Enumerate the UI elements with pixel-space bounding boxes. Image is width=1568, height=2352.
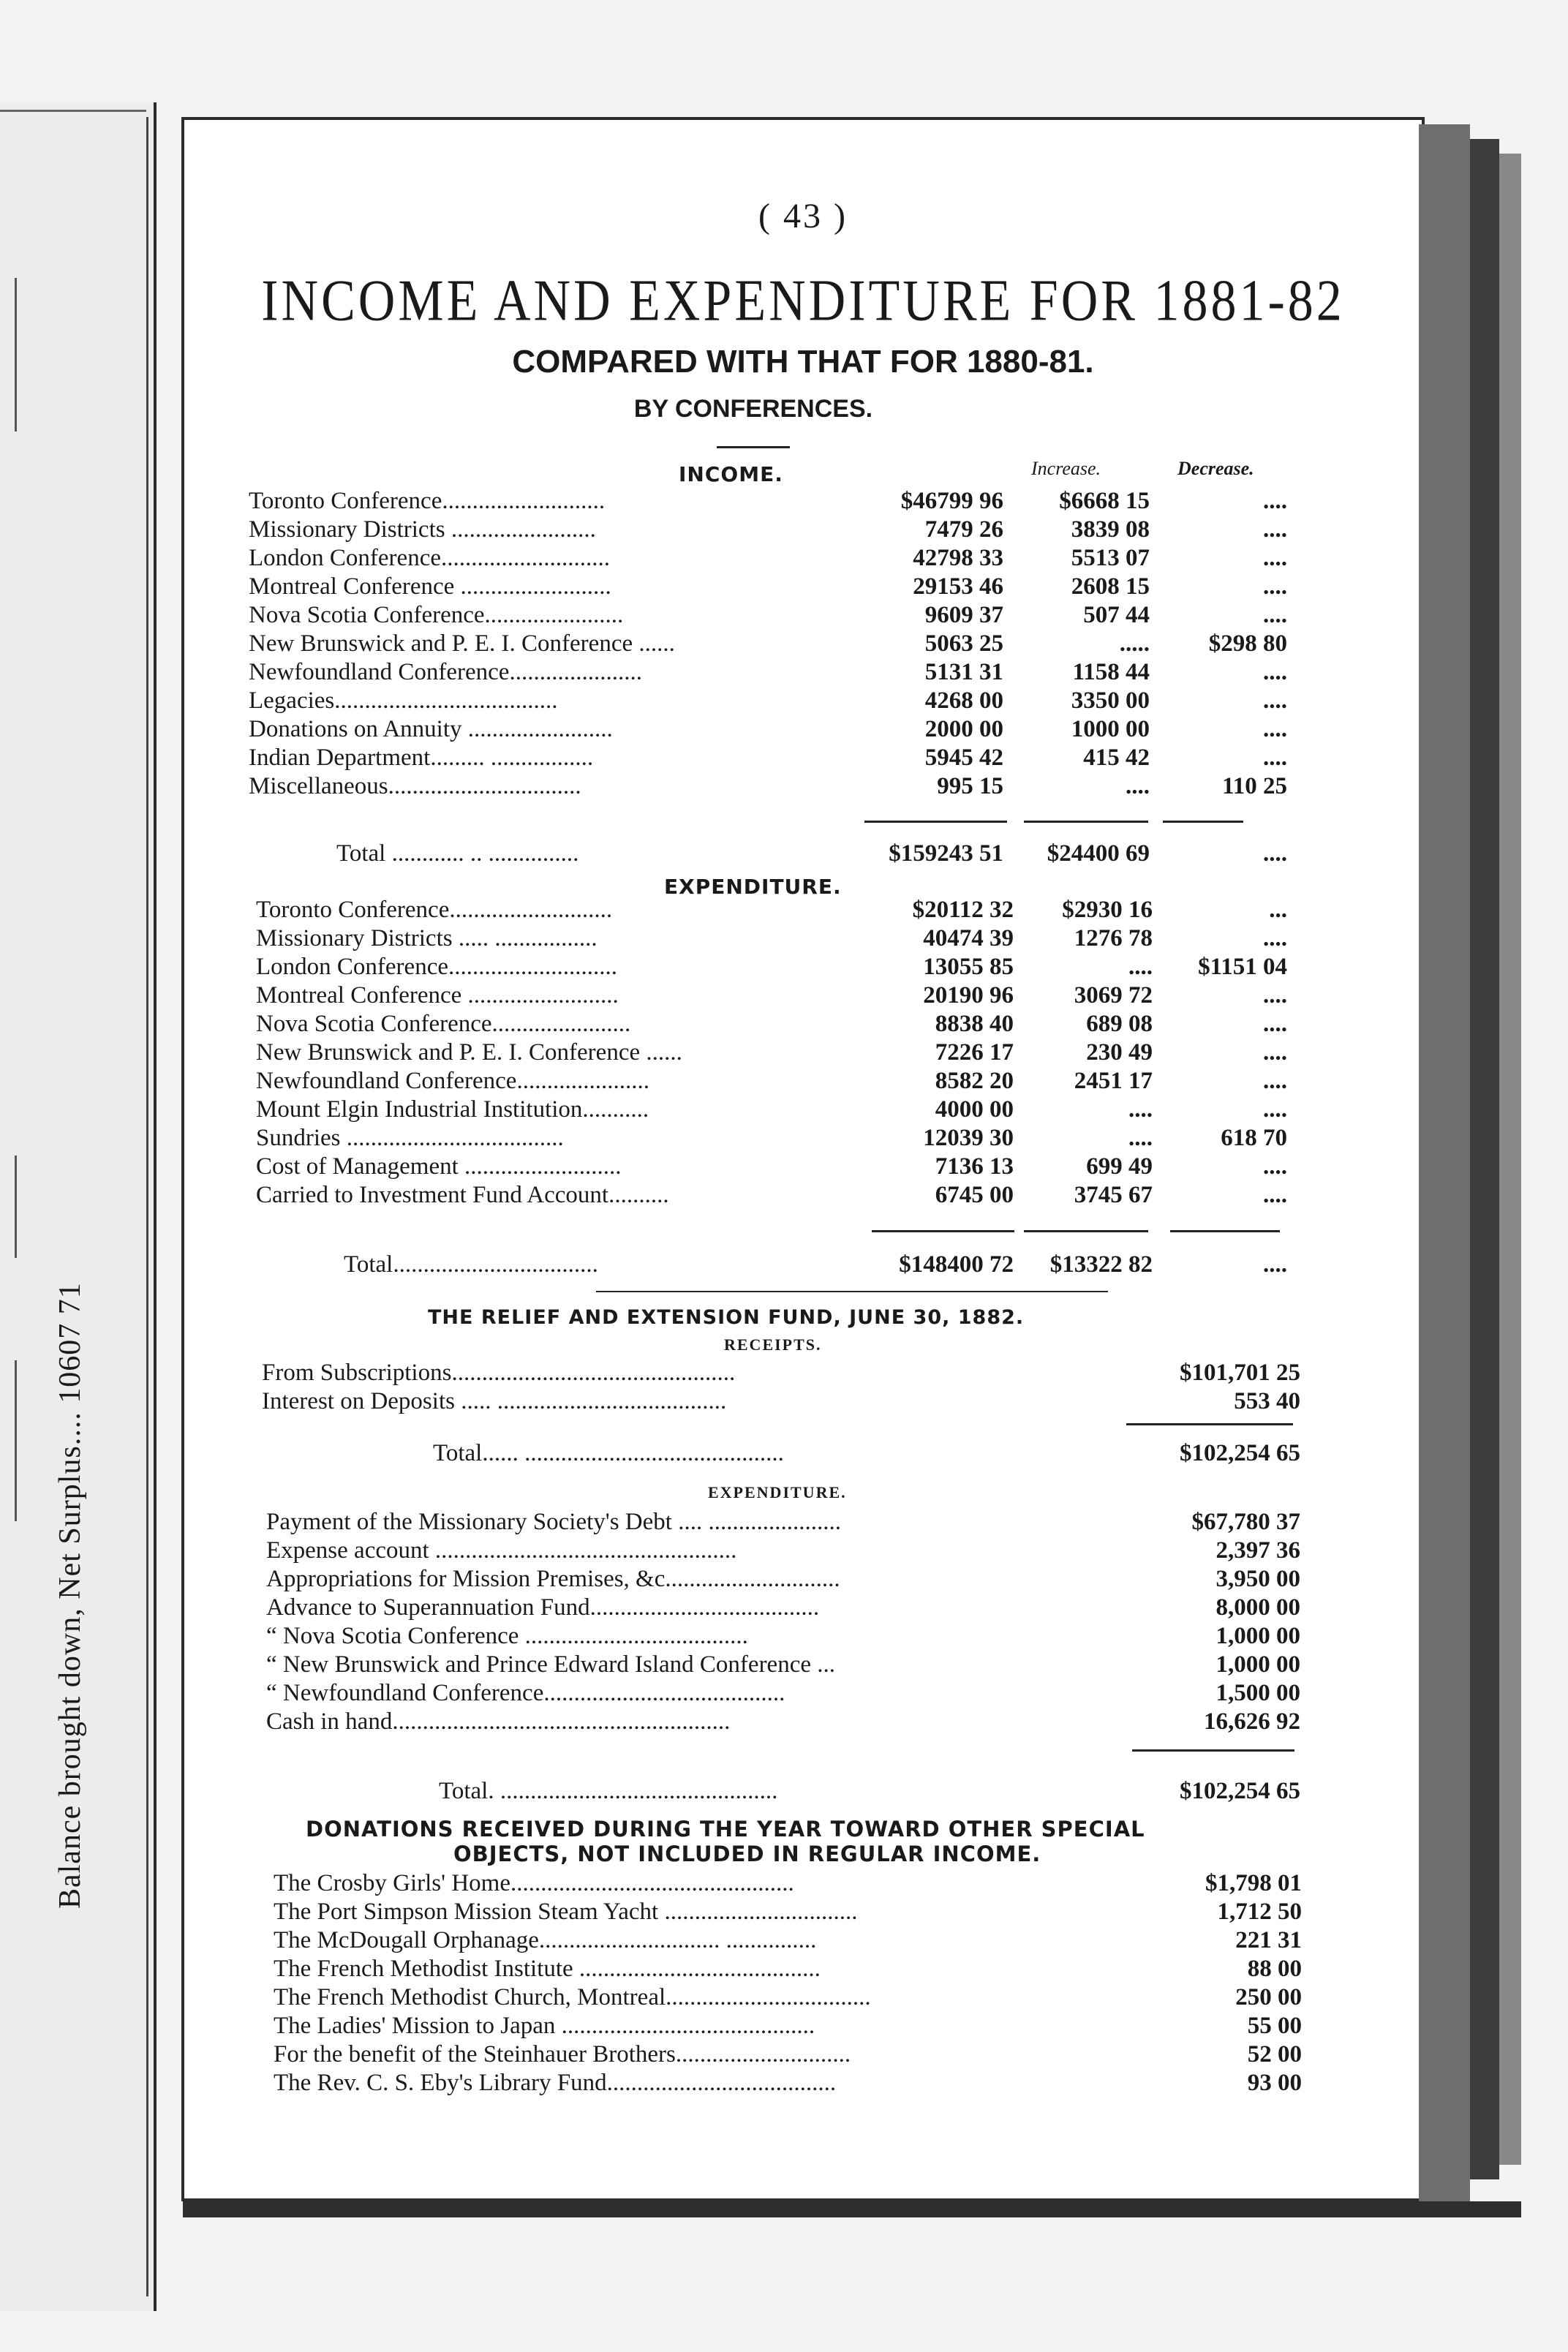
table-row bbox=[256, 1010, 1287, 1039]
decrease-column-header: Decrease. bbox=[1177, 458, 1254, 479]
row-label: Total. .............................................. bbox=[439, 1778, 778, 1804]
table-row bbox=[274, 1898, 1302, 1926]
row-amount: 7136 13 bbox=[935, 1153, 1014, 1180]
row-decrease: .... bbox=[1263, 659, 1287, 685]
row-increase: $6668 15 bbox=[1059, 488, 1150, 514]
row-decrease: .... bbox=[1263, 982, 1287, 1009]
row-decrease: .... bbox=[1263, 1153, 1287, 1180]
row-label: The Ladies' Mission to Japan .......................................... bbox=[274, 2013, 815, 2039]
row-decrease: .... bbox=[1263, 925, 1287, 951]
table-row bbox=[266, 1622, 1300, 1651]
row-amount: 4000 00 bbox=[935, 1096, 1014, 1123]
row-decrease: $298 80 bbox=[1208, 630, 1287, 657]
row-increase: ..... bbox=[1119, 630, 1150, 657]
row-increase: 689 08 bbox=[1086, 1011, 1153, 1037]
row-amount: 7479 26 bbox=[924, 516, 1003, 543]
row-amount: 12039 30 bbox=[923, 1125, 1014, 1151]
total-row bbox=[344, 1251, 1287, 1279]
donations-table bbox=[274, 1869, 1302, 2097]
relief-expenditure-heading: EXPENDITURE. bbox=[708, 1483, 847, 1501]
row-increase: 5513 07 bbox=[1071, 545, 1150, 571]
row-decrease: .... bbox=[1263, 1182, 1287, 1208]
table-row bbox=[274, 1955, 1302, 1983]
row-label: Cash in hand........................................................ bbox=[266, 1708, 731, 1735]
row-amount: 40474 39 bbox=[923, 925, 1014, 951]
row-label: From Subscriptions............................................... bbox=[262, 1360, 736, 1386]
row-label: Indian Department......... ................. bbox=[249, 745, 594, 771]
table-row bbox=[249, 516, 1287, 544]
income-heading: INCOME. bbox=[679, 462, 783, 486]
table-row bbox=[256, 1181, 1287, 1210]
table-row bbox=[249, 772, 1287, 801]
row-amount: 42798 33 bbox=[913, 545, 1003, 571]
divider bbox=[596, 1291, 1108, 1292]
row-increase: $13322 82 bbox=[1049, 1251, 1153, 1278]
sum-rule bbox=[1170, 1230, 1280, 1232]
row-amount: $101,701 25 bbox=[1180, 1360, 1300, 1386]
table-row bbox=[256, 981, 1287, 1010]
row-decrease: .... bbox=[1263, 488, 1287, 514]
table-row bbox=[274, 1926, 1302, 1955]
row-increase: 1000 00 bbox=[1071, 716, 1150, 742]
relief-expenditure-table bbox=[266, 1508, 1300, 1736]
row-amount: 6745 00 bbox=[935, 1182, 1014, 1208]
table-row bbox=[256, 1124, 1287, 1153]
row-amount: 221 31 bbox=[1235, 1927, 1302, 1953]
row-label: Legacies..................................... bbox=[249, 687, 558, 714]
row-label: Toronto Conference........................... bbox=[249, 488, 606, 514]
row-label: Sundries .................................... bbox=[256, 1125, 564, 1151]
table-row bbox=[266, 1537, 1300, 1565]
row-label: For the benefit of the Steinhauer Brothers............................. bbox=[274, 2041, 851, 2068]
row-decrease: .... bbox=[1263, 1251, 1287, 1278]
row-decrease: .... bbox=[1263, 516, 1287, 543]
row-label: Donations on Annuity ........................ bbox=[249, 716, 613, 742]
sum-rule bbox=[1024, 1230, 1148, 1232]
row-label: London Conference............................ bbox=[256, 954, 617, 980]
row-label: Total ............ .. ............... bbox=[336, 840, 579, 867]
row-amount: 7226 17 bbox=[935, 1039, 1014, 1066]
row-label: The French Methodist Institute ........................................ bbox=[274, 1956, 821, 1982]
sum-rule bbox=[1132, 1749, 1294, 1752]
table-row bbox=[256, 896, 1287, 924]
donations-heading-2: OBJECTS, NOT INCLUDED IN REGULAR INCOME. bbox=[453, 1842, 1041, 1866]
row-label: Montreal Conference ......................... bbox=[256, 982, 619, 1009]
row-label: New Brunswick and P. E. I. Conference ...... bbox=[256, 1039, 682, 1066]
row-label: The Port Simpson Mission Steam Yacht ................................ bbox=[274, 1899, 858, 1925]
row-increase: 1276 78 bbox=[1074, 925, 1153, 951]
row-decrease: .... bbox=[1263, 573, 1287, 600]
row-increase: .... bbox=[1128, 1096, 1153, 1123]
table-row bbox=[274, 2040, 1302, 2069]
row-decrease: .... bbox=[1263, 1039, 1287, 1066]
row-amount: 995 15 bbox=[937, 773, 1003, 799]
table-row bbox=[262, 1359, 1300, 1387]
table-row bbox=[274, 2012, 1302, 2040]
row-amount: 5131 31 bbox=[924, 659, 1003, 685]
page-subtitle: COMPARED WITH THAT FOR 1880-81. bbox=[512, 344, 1094, 380]
row-amount: 1,000 00 bbox=[1215, 1623, 1300, 1649]
row-label: Total.................................. bbox=[344, 1251, 598, 1278]
left-page-edge bbox=[146, 117, 148, 2296]
table-row bbox=[266, 1679, 1300, 1708]
row-increase: .... bbox=[1126, 773, 1150, 799]
table-row bbox=[249, 544, 1287, 573]
left-page-rule bbox=[15, 278, 17, 431]
row-increase: 3745 67 bbox=[1074, 1182, 1153, 1208]
row-amount: 1,000 00 bbox=[1215, 1651, 1300, 1678]
row-increase: .... bbox=[1128, 1125, 1153, 1151]
expenditure-table bbox=[256, 896, 1287, 1210]
row-label: Missionary Districts ..... ................. bbox=[256, 925, 598, 951]
row-amount: 13055 85 bbox=[923, 954, 1014, 980]
sum-rule bbox=[1163, 821, 1243, 823]
expenditure-heading: EXPENDITURE. bbox=[664, 875, 842, 899]
row-label: Advance to Superannuation Fund...................................... bbox=[266, 1594, 820, 1621]
receipts-heading: RECEIPTS. bbox=[724, 1335, 822, 1354]
table-row bbox=[256, 1039, 1287, 1067]
page-title: INCOME AND EXPENDITURE FOR 1881-82 bbox=[261, 268, 1345, 333]
row-increase: 3069 72 bbox=[1074, 982, 1153, 1009]
relief-fund-heading: THE RELIEF AND EXTENSION FUND, JUNE 30, 1882. bbox=[428, 1306, 1025, 1329]
row-decrease: .... bbox=[1263, 716, 1287, 742]
row-decrease: .... bbox=[1263, 1011, 1287, 1037]
row-label: “ Newfoundland Conference........................................ bbox=[266, 1680, 785, 1706]
row-amount: 8582 20 bbox=[935, 1068, 1014, 1094]
row-amount: 29153 46 bbox=[913, 573, 1003, 600]
row-increase: $24400 69 bbox=[1047, 840, 1150, 867]
row-decrease: ... bbox=[1269, 897, 1287, 923]
row-label: Miscellaneous................................ bbox=[249, 773, 581, 799]
row-decrease: .... bbox=[1263, 545, 1287, 571]
table-row bbox=[249, 601, 1287, 630]
row-label: Expense account .................................................. bbox=[266, 1537, 737, 1564]
row-label: “ New Brunswick and Prince Edward Island Conference ... bbox=[266, 1651, 835, 1678]
table-row bbox=[266, 1594, 1300, 1622]
side-note-net-surplus: Balance brought down, Net Surplus.... 10607 71 bbox=[53, 1282, 87, 1909]
table-row bbox=[256, 1067, 1287, 1096]
table-row bbox=[256, 953, 1287, 981]
table-row bbox=[249, 573, 1287, 601]
row-increase: 699 49 bbox=[1086, 1153, 1153, 1180]
row-amount: 20190 96 bbox=[923, 982, 1014, 1009]
sum-rule bbox=[864, 821, 1007, 823]
row-amount: 93 00 bbox=[1247, 2070, 1302, 2096]
row-amount: 52 00 bbox=[1247, 2041, 1302, 2068]
sum-rule bbox=[1126, 1423, 1293, 1425]
row-amount: 2000 00 bbox=[924, 716, 1003, 742]
row-amount: $102,254 65 bbox=[1180, 1778, 1300, 1804]
table-row bbox=[256, 1153, 1287, 1181]
table-row bbox=[262, 1387, 1300, 1416]
row-amount: 5063 25 bbox=[924, 630, 1003, 657]
table-row bbox=[274, 1983, 1302, 2012]
table-row bbox=[256, 924, 1287, 953]
row-label: Appropriations for Mission Premises, &c............................. bbox=[266, 1566, 840, 1592]
page-shadow bbox=[183, 2201, 1521, 2217]
row-amount: $148400 72 bbox=[899, 1251, 1014, 1278]
table-row bbox=[274, 1869, 1302, 1898]
table-row bbox=[256, 1096, 1287, 1124]
row-amount: 2,397 36 bbox=[1215, 1537, 1300, 1564]
book-spine bbox=[1419, 124, 1470, 2201]
row-increase: 507 44 bbox=[1083, 602, 1150, 628]
left-page bbox=[0, 102, 157, 2311]
income-table bbox=[249, 487, 1287, 801]
row-amount: 88 00 bbox=[1247, 1956, 1302, 1982]
relief-expenditure-total bbox=[439, 1777, 1300, 1806]
row-label: Missionary Districts ........................ bbox=[249, 516, 596, 543]
row-label: Newfoundland Conference...................... bbox=[256, 1068, 649, 1094]
row-label: Cost of Management .......................... bbox=[256, 1153, 622, 1180]
increase-column-header: Increase. bbox=[1031, 458, 1101, 479]
row-increase: 415 42 bbox=[1083, 745, 1150, 771]
receipts-total bbox=[433, 1439, 1300, 1468]
row-amount: 4268 00 bbox=[924, 687, 1003, 714]
row-increase: 2451 17 bbox=[1074, 1068, 1153, 1094]
row-amount: 8838 40 bbox=[935, 1011, 1014, 1037]
row-label: Payment of the Missionary Society's Debt .... ...................... bbox=[266, 1509, 841, 1535]
row-amount: 9609 37 bbox=[924, 602, 1003, 628]
total-row bbox=[336, 840, 1287, 868]
row-increase: 1158 44 bbox=[1072, 659, 1150, 685]
row-label: Nova Scotia Conference....................... bbox=[256, 1011, 631, 1037]
table-row bbox=[266, 1651, 1300, 1679]
row-amount: $46799 96 bbox=[900, 488, 1003, 514]
row-amount: 8,000 00 bbox=[1215, 1594, 1300, 1621]
left-page-rule bbox=[15, 1156, 17, 1258]
row-label: The Rev. C. S. Eby's Library Fund...................................... bbox=[274, 2070, 837, 2096]
row-label: Interest on Deposits ..... ...................................... bbox=[262, 1388, 727, 1414]
row-increase: 3839 08 bbox=[1071, 516, 1150, 543]
row-label: New Brunswick and P. E. I. Conference ...... bbox=[249, 630, 675, 657]
row-label: “ Nova Scotia Conference ..................................... bbox=[266, 1623, 748, 1649]
row-label: London Conference............................ bbox=[249, 545, 610, 571]
table-row bbox=[249, 658, 1287, 687]
left-page-border bbox=[0, 110, 146, 112]
row-label: The McDougall Orphanage.............................. ............... bbox=[274, 1927, 817, 1953]
row-amount: 250 00 bbox=[1235, 1984, 1302, 2010]
row-decrease: 618 70 bbox=[1221, 1125, 1287, 1151]
book-spine bbox=[1470, 139, 1499, 2179]
sum-rule bbox=[1024, 821, 1148, 823]
row-decrease: .... bbox=[1263, 1068, 1287, 1094]
income-total bbox=[336, 840, 1287, 868]
row-amount: 16,626 92 bbox=[1204, 1708, 1300, 1735]
row-amount: $67,780 37 bbox=[1191, 1509, 1300, 1535]
book-spine bbox=[1499, 154, 1521, 2165]
row-label: Nova Scotia Conference....................... bbox=[249, 602, 624, 628]
table-row bbox=[274, 2069, 1302, 2097]
donations-heading: DONATIONS RECEIVED DURING THE YEAR TOWARD OTHER SPECIAL bbox=[306, 1817, 1145, 1842]
row-label: The French Methodist Church, Montreal.................................. bbox=[274, 1984, 871, 2010]
row-amount: 3,950 00 bbox=[1215, 1566, 1300, 1592]
table-row bbox=[249, 687, 1287, 715]
row-decrease: .... bbox=[1263, 745, 1287, 771]
row-label: Montreal Conference ......................... bbox=[249, 573, 611, 600]
row-decrease: .... bbox=[1263, 687, 1287, 714]
row-decrease: .... bbox=[1263, 602, 1287, 628]
row-decrease: .... bbox=[1263, 1096, 1287, 1123]
total-row bbox=[433, 1439, 1300, 1468]
row-amount: 5945 42 bbox=[924, 745, 1003, 771]
row-amount: 1,712 50 bbox=[1217, 1899, 1302, 1925]
row-amount: $102,254 65 bbox=[1180, 1440, 1300, 1466]
table-row bbox=[249, 487, 1287, 516]
table-row bbox=[249, 744, 1287, 772]
row-decrease: .... bbox=[1263, 840, 1287, 867]
row-amount: 1,500 00 bbox=[1215, 1680, 1300, 1706]
row-label: Newfoundland Conference...................... bbox=[249, 659, 642, 685]
row-decrease: $1151 04 bbox=[1198, 954, 1287, 980]
row-decrease: 110 25 bbox=[1222, 773, 1287, 799]
row-label: Total...... ........................................... bbox=[433, 1440, 784, 1466]
row-label: Toronto Conference........................... bbox=[256, 897, 613, 923]
row-label: The Crosby Girls' Home............................................... bbox=[274, 1870, 794, 1896]
page-number: ( 43 ) bbox=[758, 197, 848, 235]
row-amount: $20112 32 bbox=[912, 897, 1014, 923]
row-label: Mount Elgin Industrial Institution........... bbox=[256, 1096, 649, 1123]
sum-rule bbox=[872, 1230, 1014, 1232]
row-amount: 55 00 bbox=[1247, 2013, 1302, 2039]
row-increase: $2930 16 bbox=[1062, 897, 1153, 923]
receipts-table bbox=[262, 1359, 1300, 1416]
table-row bbox=[266, 1508, 1300, 1537]
expenditure-total bbox=[344, 1251, 1287, 1279]
section-label-by-conferences: BY CONFERENCES. bbox=[633, 395, 873, 423]
left-page-rule bbox=[15, 1360, 17, 1521]
row-amount: $1,798 01 bbox=[1205, 1870, 1302, 1896]
row-amount: $159243 51 bbox=[889, 840, 1003, 867]
table-row bbox=[249, 715, 1287, 744]
total-row bbox=[439, 1777, 1300, 1806]
row-increase: 2608 15 bbox=[1071, 573, 1150, 600]
divider bbox=[717, 446, 790, 448]
table-row bbox=[266, 1565, 1300, 1594]
row-label: Carried to Investment Fund Account.......... bbox=[256, 1182, 669, 1208]
row-increase: 3350 00 bbox=[1071, 687, 1150, 714]
table-row bbox=[266, 1708, 1300, 1736]
table-row bbox=[249, 630, 1287, 658]
row-increase: .... bbox=[1128, 954, 1153, 980]
row-amount: 553 40 bbox=[1234, 1388, 1300, 1414]
row-increase: 230 49 bbox=[1086, 1039, 1153, 1066]
